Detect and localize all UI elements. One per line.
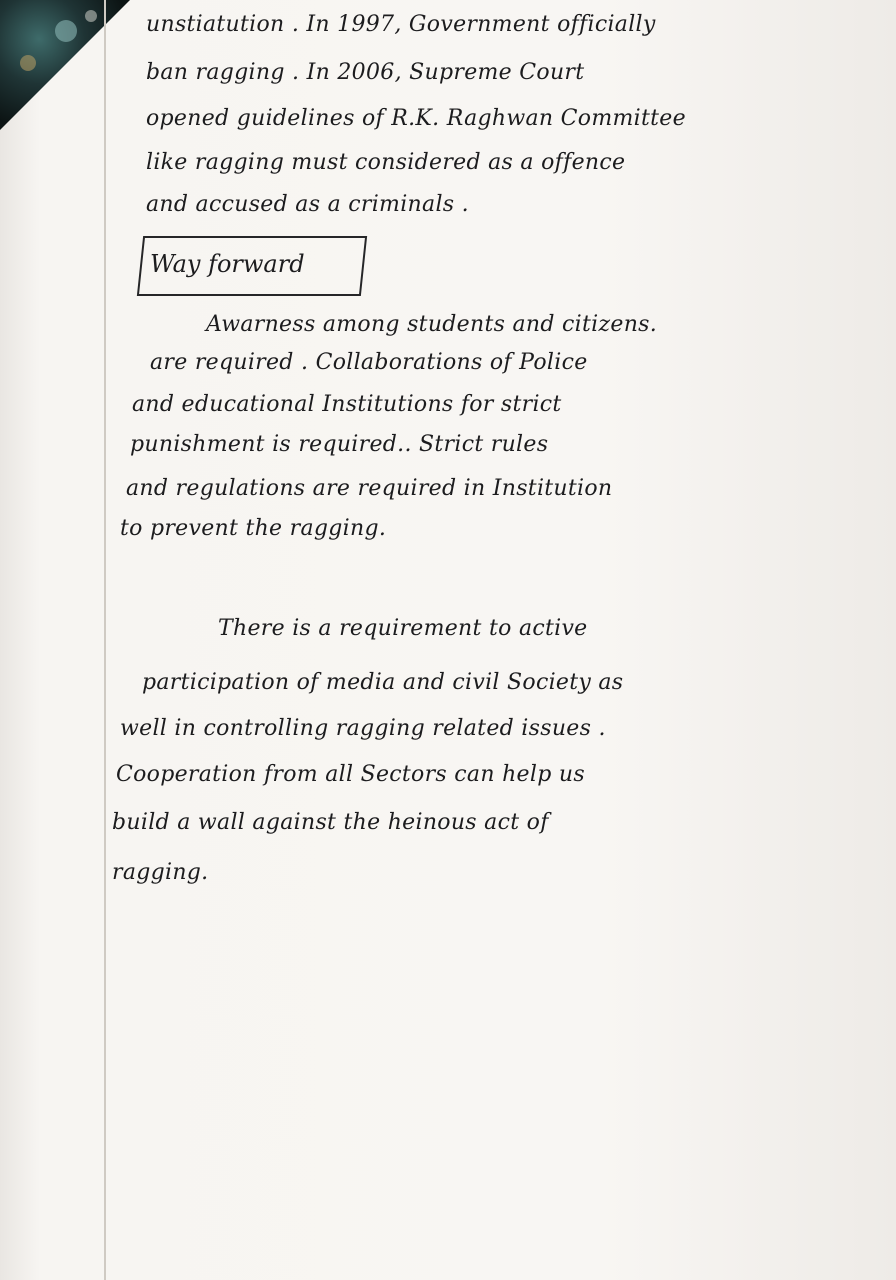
text-line-p2-1: Awarness among students and citizens.: [206, 312, 658, 337]
text-line-p2-6: to prevent the ragging.: [120, 516, 387, 541]
text-line-p2-4: punishment is required.. Strict rules: [130, 432, 549, 457]
text-line-p1-2: ban ragging . In 2006, Supreme Court: [146, 60, 585, 85]
text-line-p3-1: There is a requirement to active: [218, 616, 588, 641]
text-line-p3-2: participation of media and civil Society as: [142, 670, 624, 695]
text-line-p1-3: opened guidelines of R.K. Raghwan Committee: [146, 106, 686, 131]
corner-photo-fragment: [0, 0, 130, 130]
text-line-p3-6: ragging.: [112, 860, 209, 885]
text-line-p1-1: unstiatution . In 1997, Government officially: [146, 12, 656, 37]
text-line-p2-5: and regulations are required in Institution: [126, 476, 613, 501]
text-line-p1-4: like ragging must considered as a offence: [146, 150, 626, 175]
text-line-p1-5: and accused as a criminals .: [146, 192, 469, 217]
text-line-p2-3: and educational Institutions for strict: [132, 392, 562, 417]
text-line-p3-5: build a wall against the heinous act of: [112, 810, 549, 835]
text-line-p2-2: are required . Collaborations of Police: [150, 350, 588, 375]
text-line-p3-3: well in controlling ragging related issues .: [120, 716, 606, 741]
margin-line: [104, 0, 106, 1280]
text-line-p3-4: Cooperation from all Sectors can help us: [116, 762, 585, 787]
section-heading: Way forward: [150, 250, 305, 278]
